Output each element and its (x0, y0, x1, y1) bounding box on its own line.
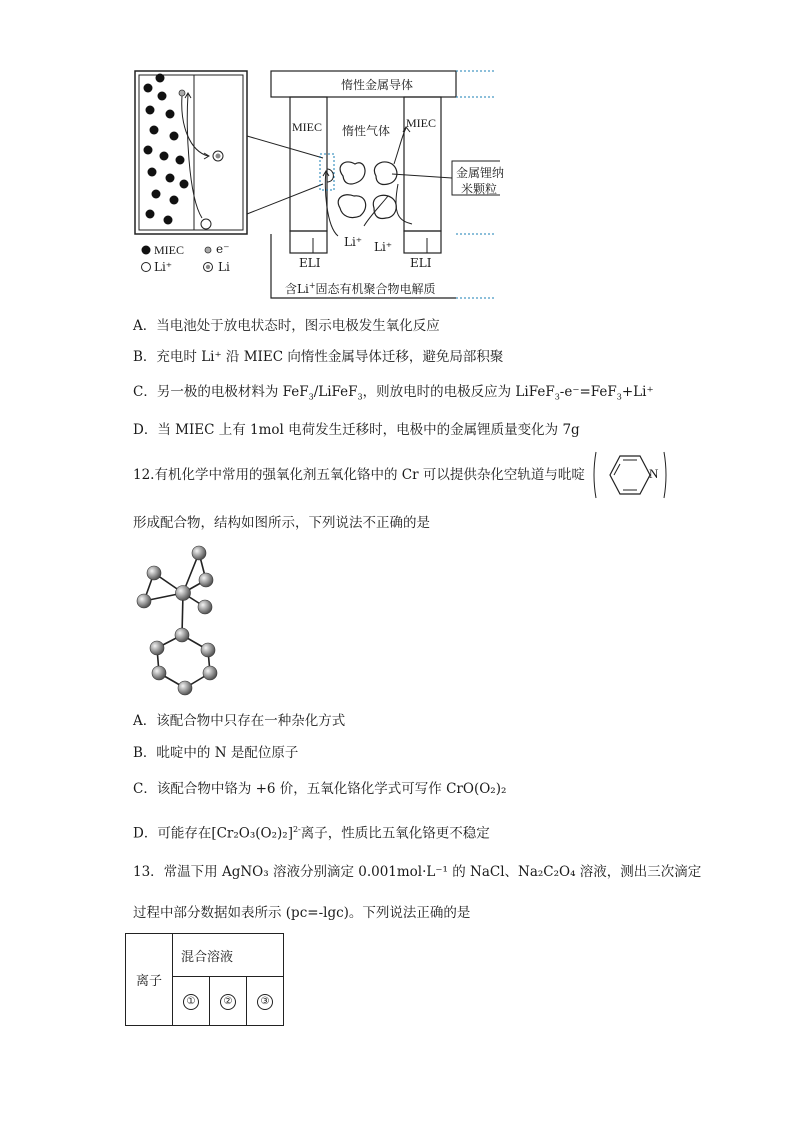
zoom-line-top (247, 136, 323, 158)
legend-electron-label: e⁻ (216, 242, 230, 256)
inert-gas-label: 惰性气体 (342, 124, 391, 138)
miec-left-label: MIEC (292, 120, 322, 134)
eli-right-label: ELI (410, 256, 432, 270)
electron-particle (179, 90, 185, 96)
electron-path (182, 96, 208, 156)
q12-option-b: B．吡啶中的 N 是配位原子 (133, 745, 299, 761)
table-col-header: 混合溶液 (173, 934, 284, 977)
table-col-3: ③ (247, 977, 284, 1026)
li-plus-right-label: Li⁺ (374, 240, 393, 254)
table-col-2: ② (210, 977, 247, 1026)
legend-miec-label: MIEC (154, 243, 184, 257)
q13-data-table (125, 933, 284, 1026)
inset-inner-frame (139, 75, 243, 230)
pyridine-n-label: N (649, 466, 659, 481)
top-conductor-label: 惰性金属导体 (341, 78, 414, 92)
zoom-line-bottom (247, 184, 323, 214)
q11-option-b: B．充电时 Li⁺ 沿 MIEC 向惰性金属导体迁移，避免局部积聚 (133, 349, 504, 365)
atoms (137, 546, 217, 695)
table-col-1: ① (173, 977, 210, 1026)
table-row-header: 离子 (126, 934, 173, 1026)
q11-option-a: A．当电池处于放电状态时，图示电极发生氧化反应 (133, 318, 440, 334)
q12-stem-line1: 12.有机化学中常用的强氧化剂五氧化铬中的 Cr 可以提供杂化空轨道与吡啶 (133, 467, 585, 483)
q12-stem-line2: 形成配合物，结构如图所示，下列说法不正确的是 (133, 515, 430, 531)
eli-right-bar (404, 231, 441, 253)
callout-line1: 金属锂纳 (456, 166, 505, 180)
q13-stem-line2: 过程中部分数据如表所示 (pc=-lgc)。下列说法正确的是 (133, 905, 471, 921)
legend-electron-symbol (205, 247, 211, 253)
legend-li-label: Li (218, 260, 230, 274)
q11-option-c: C．另一极的电极材料为 FeF$_3$/LiFeF$_3$，则放电时的电极反应为 LiFeF$_3$-e⁻=FeF$_3$+Li⁺ (133, 384, 654, 402)
li-nanoparticles (338, 162, 397, 219)
inset-frame (135, 71, 247, 234)
q12-option-d: D．可能存在$[Cr_2O_3(O_2)_2]^{2-}$离子，性质比五氧化铬更不稳定 (133, 825, 490, 842)
q12-option-a: A．该配合物中只存在一种杂化方式 (133, 713, 346, 729)
q11-option-d: D．当 MIEC 上有 1mol 电荷发生迁移时，电极中的金属锂质量变化为 7g (133, 422, 580, 438)
miec-left-column (290, 97, 327, 231)
legend-li-ion-symbol (142, 263, 151, 272)
electrolyte-label: 含Li+固态有机聚合物电解质 (285, 281, 436, 296)
miec-right-label: MIEC (406, 116, 436, 130)
li-plus-left-label: Li⁺ (344, 235, 363, 249)
q12-option-c: C．该配合物中铬为 +6 价，五氧化铬化学式可写作 CrO(O₂)₂ (133, 781, 507, 797)
legend-miec-symbol (142, 246, 151, 255)
complex-structure (128, 540, 228, 700)
legend-li-ion-label: Li⁺ (154, 260, 173, 274)
eli-left-bar (290, 231, 327, 253)
q13-stem-line1: 13．常温下用 AgNO₃ 溶液分别滴定 0.001mol·L⁻¹ 的 NaCl、Na₂C₂O₄ 溶液，测出三次滴定 (133, 864, 702, 880)
eli-left-label: ELI (299, 256, 321, 270)
callout-line2: 米颗粒 (461, 182, 498, 196)
li-ion-particle (201, 219, 211, 229)
li-ion-path (187, 94, 202, 218)
